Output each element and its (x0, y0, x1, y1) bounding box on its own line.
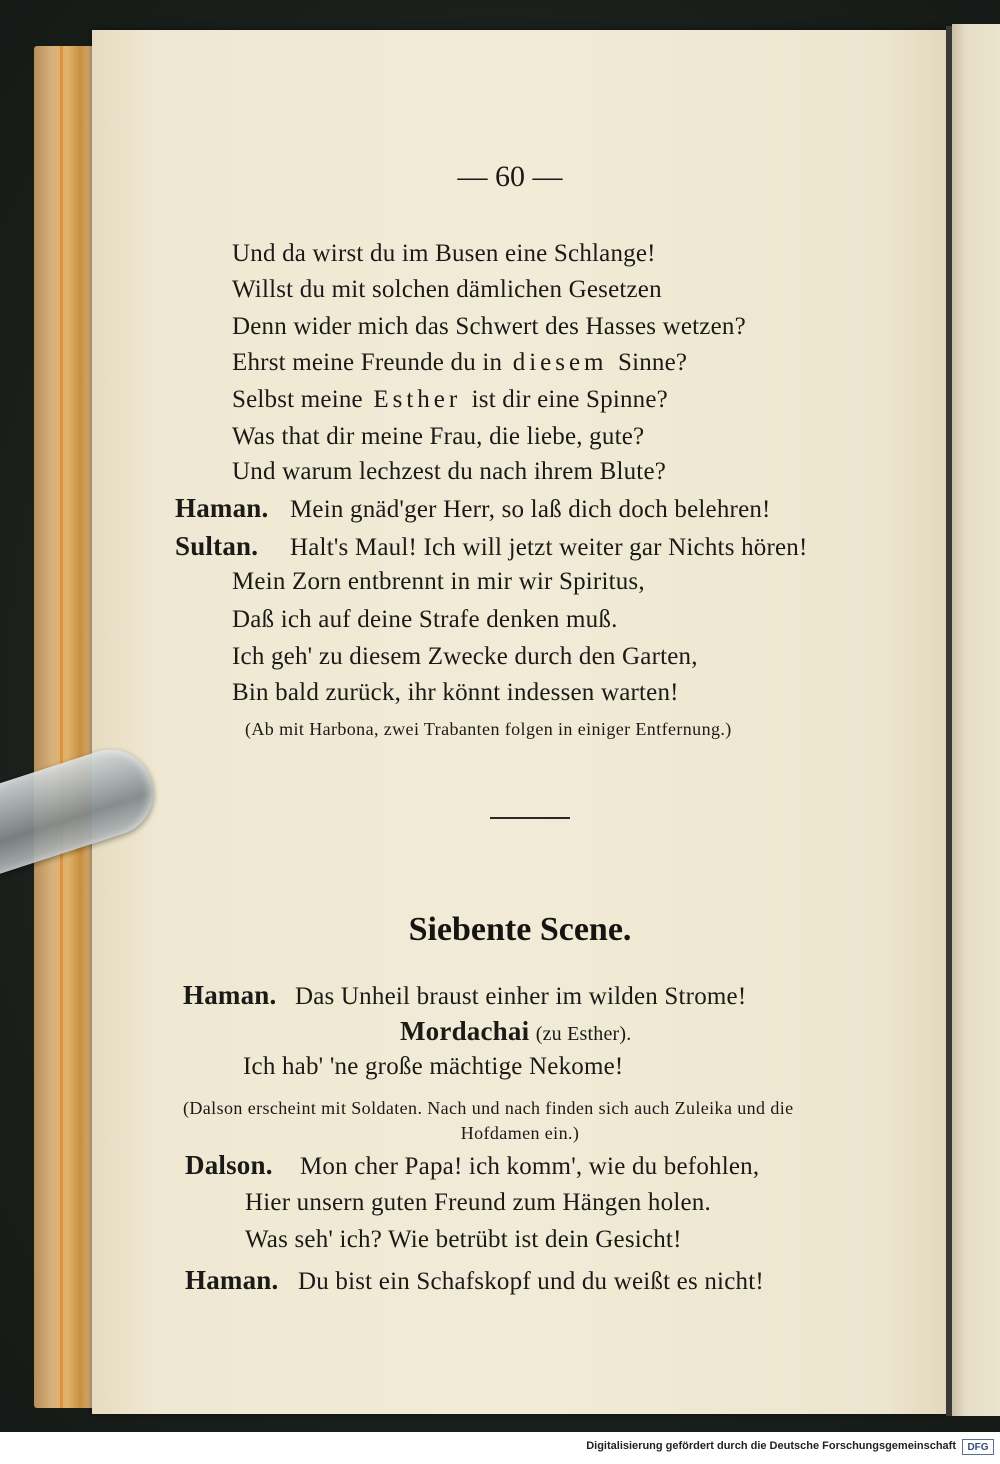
page-number: — 60 — (457, 160, 563, 193)
verse-line: Ich geh' zu diesem Zwecke durch den Garten, (232, 643, 698, 670)
dialogue-line (175, 530, 808, 564)
footer-strip (0, 1432, 1000, 1464)
verse-line: Und warum lechzest du nach ihrem Blute? (232, 458, 667, 485)
verse-text: ist dir eine Spinne? (471, 386, 668, 413)
verse-line: Willst du mit solchen dämlichen Gesetzen (232, 276, 662, 303)
page-edges (34, 46, 96, 1408)
next-page-edge (952, 24, 1000, 1416)
verse-line: Was that dir meine Frau, die liebe, gute? (232, 423, 645, 450)
dialogue-line (185, 1264, 764, 1298)
verse-line: Denn wider mich das Schwert des Hasses wetzen? (232, 313, 746, 340)
dialogue-line (183, 979, 746, 1013)
dialogue-line (185, 1149, 759, 1183)
scene-heading: Siebente Scene. (408, 911, 632, 948)
stage-direction: Hofdamen ein.) (460, 1123, 580, 1143)
speaker-name: Haman. (185, 1265, 279, 1295)
speaker-name: Dalson. (185, 1150, 273, 1180)
verse-text: Das Unheil braust einher im wilden Strome! (295, 983, 747, 1010)
verse-text: Mein gnäd'ger Herr, so laß dich doch belehren! (290, 496, 771, 523)
scene-divider (490, 817, 570, 819)
verse-line: Was seh' ich? Wie betrübt ist dein Gesicht! (245, 1226, 682, 1253)
verse-text: Sinne? (617, 349, 688, 376)
speaker-name: Haman. (175, 493, 269, 523)
speaker-heading (400, 1015, 631, 1050)
verse-text: Halt's Maul! Ich will jetzt weiter gar Nichts hören! (290, 534, 808, 561)
verse-line: Mein Zorn entbrennt in mir wir Spiritus, (232, 568, 645, 595)
speaker-name: Mordachai (400, 1016, 530, 1046)
speaker-name: Haman. (183, 980, 277, 1010)
emphasized-word: diesem (512, 349, 608, 376)
verse-line: Hier unsern guten Freund zum Hängen holen. (245, 1189, 711, 1216)
verse-text: Du bist ein Schafskopf und du weißt es nicht! (298, 1268, 764, 1295)
verse-line (232, 347, 687, 379)
verse-text: Selbst meine (232, 386, 363, 413)
speaker-direction: (zu Esther). (535, 1023, 632, 1045)
funding-credit: Digitalisierung gefördert durch die Deutsche Forschungsgemeinschaft (586, 1440, 956, 1452)
verse-line: Daß ich auf deine Strafe denken muß. (232, 606, 618, 633)
dfg-logo: DFG (962, 1439, 994, 1455)
stage-direction: (Ab mit Harbona, zwei Trabanten folgen in einiger Entfernung.) (245, 719, 732, 739)
speaker-name: Sultan. (175, 531, 259, 561)
emphasized-word: Esther (373, 386, 462, 413)
stage-direction: (Dalson erscheint mit Soldaten. Nach und nach finden sich auch Zuleika und die (183, 1098, 794, 1118)
dialogue-line (175, 492, 771, 526)
verse-text: Mon cher Papa! ich komm', wie du befohlen, (300, 1153, 760, 1180)
verse-line: Ich hab' 'ne große mächtige Nekome! (243, 1053, 624, 1080)
verse-line: Bin bald zurück, ihr könnt indessen warten! (232, 679, 679, 706)
verse-line: Und da wirst du im Busen eine Schlange! (232, 240, 656, 267)
verse-text: Ehrst meine Freunde du in (232, 349, 503, 376)
verse-line (232, 384, 668, 416)
